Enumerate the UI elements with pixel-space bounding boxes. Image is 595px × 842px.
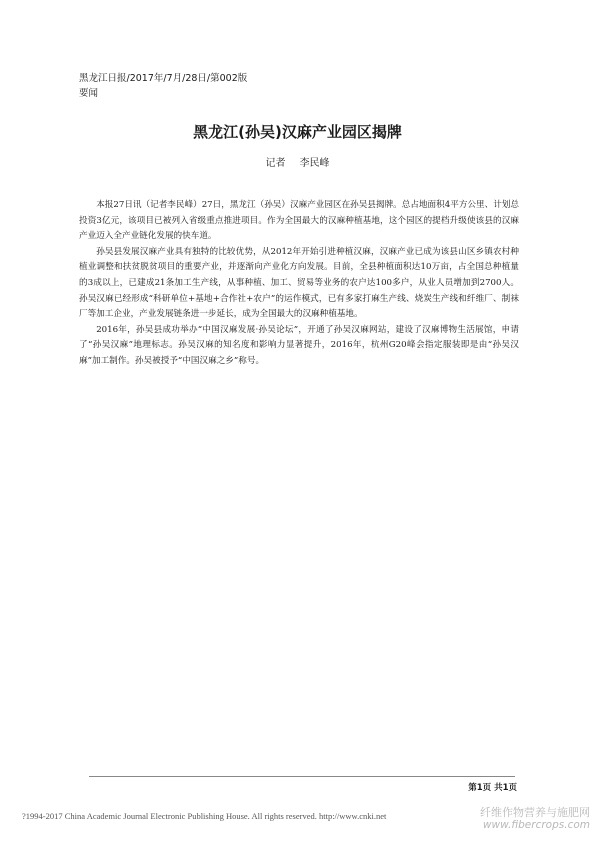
byline: [0, 154, 595, 169]
article-body: [79, 198, 519, 370]
footer-divider: [89, 776, 515, 777]
watermark-name: 纤维作物营养与施肥网: [480, 806, 590, 819]
source-line: 黑龙江日报/2017年/7月/28日/第002版: [79, 73, 248, 84]
watermark: [480, 806, 590, 832]
paragraph-1: 本报27日讯（记者李民峰）27日，黑龙江（孙吴）汉麻产业园区在孙吴县揭牌。总占地面积4平方公里、计划总投资3亿元，该项目已被列入省级重点推进项目。作为全国最大的汉麻种植基地，这个园区的提档升级使该县的汉麻产业迈入全产业链化发展的快车道。: [79, 200, 519, 242]
section-label: 要闻: [79, 88, 99, 99]
paragraph-2: 孙吴县发展汉麻产业具有独特的比较优势，从2012年开始引进种植汉麻，汉麻产业已成为该县山区乡镇农村种植业调整和扶贫脱贫项目的重要产业，并逐渐向产业化方向发展。目前，全县种植面积达10万亩，占全国总种植量的3成以上，已建成21条加工生产线，从事种植、加工、贸易等业务的农户达100多户，从业人员增加到2700人。孙吴汉麻已经形成“科研单位+基地+合作社+农户”的运作模式，已有多家打麻生产线、烧炭生产线和纤维厂、制袜厂等加工企业，产业发展链条进一步延长，成为全国最大的汉麻种植基地。: [79, 246, 519, 320]
page-indicator: 第1页 共1页: [468, 783, 517, 793]
byline-name: 李民峰: [299, 158, 330, 169]
copyright-notice: ?1994-2017 China Academic Journal Electronic Publishing House. All rights reserved. http://www.cnki.net: [22, 811, 387, 821]
watermark-url: www.fibercrops.com: [482, 819, 590, 831]
article-meta: [79, 71, 247, 101]
article-title: 黑龙江(孙吴)汉麻产业园区揭牌: [193, 123, 402, 141]
byline-label: 记者: [265, 158, 286, 169]
paragraph-3: 2016年，孙吴县成功举办“中国汉麻发展·孙吴论坛”，开通了孙吴汉麻网站，建设了汉麻博物生活展馆，申请了“孙吴汉麻”地理标志。孙吴汉麻的知名度和影响力显著提升，2016年，杭州G20峰会指定服装即是由“孙吴汉麻”加工制作。孙吴被授予“中国汉麻之乡”称号。: [79, 324, 519, 366]
